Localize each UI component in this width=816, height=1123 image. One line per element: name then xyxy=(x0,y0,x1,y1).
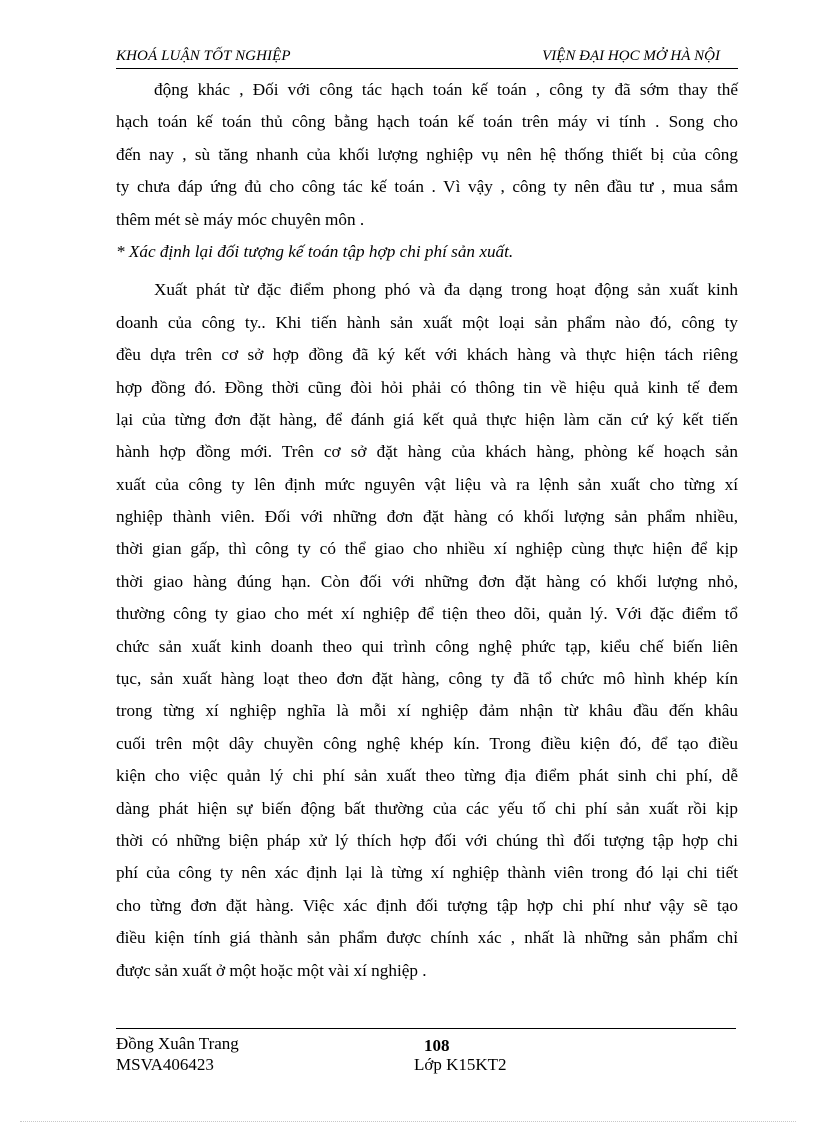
footer-student-id: MSVA406423 xyxy=(116,1055,214,1074)
footer-divider xyxy=(116,1028,736,1029)
text-line: hợp đồng đó. Đồng thời cũng đòi hỏi phải có thông tin về hiệu quả kinh tế đem xyxy=(116,377,738,397)
text-line: thêm mét sè máy móc chuyên môn . xyxy=(116,209,365,229)
document-body xyxy=(116,74,738,987)
text-line: ty chưa đáp ứng đủ cho công tác kế toán . Vì vậy , công ty nên đầu tư , mua sắm xyxy=(116,177,738,197)
text-line: lại của từng đơn đặt hàng, để đánh giá kết quả thực hiện làm căn cứ ký kết tiến xyxy=(116,409,738,429)
text-line: thời có những biện pháp xử lý thích hợp đối với chúng thì đối tượng tập hợp chi xyxy=(116,830,738,850)
text-line: Xuất phát từ đặc điểm phong phó và đa dạng trong hoạt động sản xuất kinh xyxy=(154,280,738,300)
text-line: hạch toán kế toán thủ công bằng hạch toán kế toán trên máy vi tính . Song cho xyxy=(116,112,738,132)
text-line: được sản xuất ở một hoặc một vài xí nghiệp . xyxy=(116,960,427,980)
text-line: điều kiện tính giá thành sản phẩm được chính xác , nhất là những sản phẩm chỉ xyxy=(116,928,738,948)
page-header xyxy=(116,48,738,69)
text-line: dàng phát hiện sự biến động bất thường của các yếu tố chi phí sản xuất rồi kịp xyxy=(116,798,738,818)
text-line: xuất của công ty lên định mức nguyên vật liệu và ra lệnh sản xuất cho từng xí xyxy=(116,474,738,494)
text-line: đến nay , sù tăng nhanh của khối lượng nghiệp vụ nên hệ thống thiết bị của công xyxy=(116,144,738,164)
text-line: tục, sản xuất hàng loạt theo đơn đặt hàng, công ty đã tổ chức mô hình khép kín xyxy=(116,669,738,689)
page-edge-dotted-line xyxy=(20,1121,796,1122)
text-line: thời giao hàng đúng hạn. Còn đối với những đơn đặt hàng có khối lượng nhỏ, xyxy=(116,571,738,591)
text-line: doanh của công ty.. Khi tiến hành sản xuất một loại sản phẩm nào đó, công ty xyxy=(116,312,738,332)
text-line: nghiệp thành viên. Đối với những đơn đặt hàng có khối lượng sản phẩm nhiều, xyxy=(116,507,738,527)
text-line: kiện cho việc quản lý chi phí sản xuất theo từng địa điểm phát sinh chi phí, dễ xyxy=(116,766,738,786)
paragraph-main xyxy=(116,274,738,987)
text-line: phí của công ty nên xác định lại là từng xí nghiệp thành viên trong đó lại chi tiết xyxy=(116,863,738,883)
footer-author-name: Đồng Xuân Trang xyxy=(116,1034,239,1053)
text-line: hành hợp đồng mới. Trên cơ sở đặt hàng của khách hàng, phòng kế hoạch sản xyxy=(116,442,738,462)
text-line: động khác , Đối với công tác hạch toán kế toán , công ty đã sớm thay thế xyxy=(154,80,738,99)
text-line: cuối trên một dây chuyền công nghệ khép kín. Trong điều kiện đó, để tạo điều xyxy=(116,733,738,753)
paragraph-continued xyxy=(116,74,738,236)
text-line: cho từng đơn đặt hàng. Việc xác định đối tượng tập hợp chi phí như vậy sẽ tạo xyxy=(116,895,738,915)
header-thesis-title: KHOÁ LUẬN TỐT NGHIỆP xyxy=(116,48,291,64)
header-institute: VIỆN ĐẠI HỌC MỞ HÀ NỘI xyxy=(542,48,720,64)
text-line: thời gian gấp, thì công ty có thể giao cho nhiều xí nghiệp cùng thực hiện để kịp xyxy=(116,539,738,559)
text-line: trong từng xí nghiệp nghĩa là mỗi xí nghiệp đảm nhận từ khâu đầu đến khâu xyxy=(116,701,738,721)
text-line: thường công ty giao cho mét xí nghiệp để tiện theo dõi, quản lý. Với đặc điểm tổ xyxy=(116,604,738,624)
text-line: chức sản xuất kinh doanh theo qui trình công nghệ phức tạp, kiểu chế biến liên xyxy=(116,636,738,656)
section-subheading: * Xác định lại đối tượng kế toán tập hợp chi phí sản xuất. xyxy=(116,241,514,261)
text-line: đều dựa trên cơ sở hợp đồng đã ký kết với khách hàng và thực hiện tách riêng xyxy=(116,345,738,365)
footer-class: Lớp K15KT2 xyxy=(414,1055,507,1074)
page-number: 108 xyxy=(424,1036,450,1055)
